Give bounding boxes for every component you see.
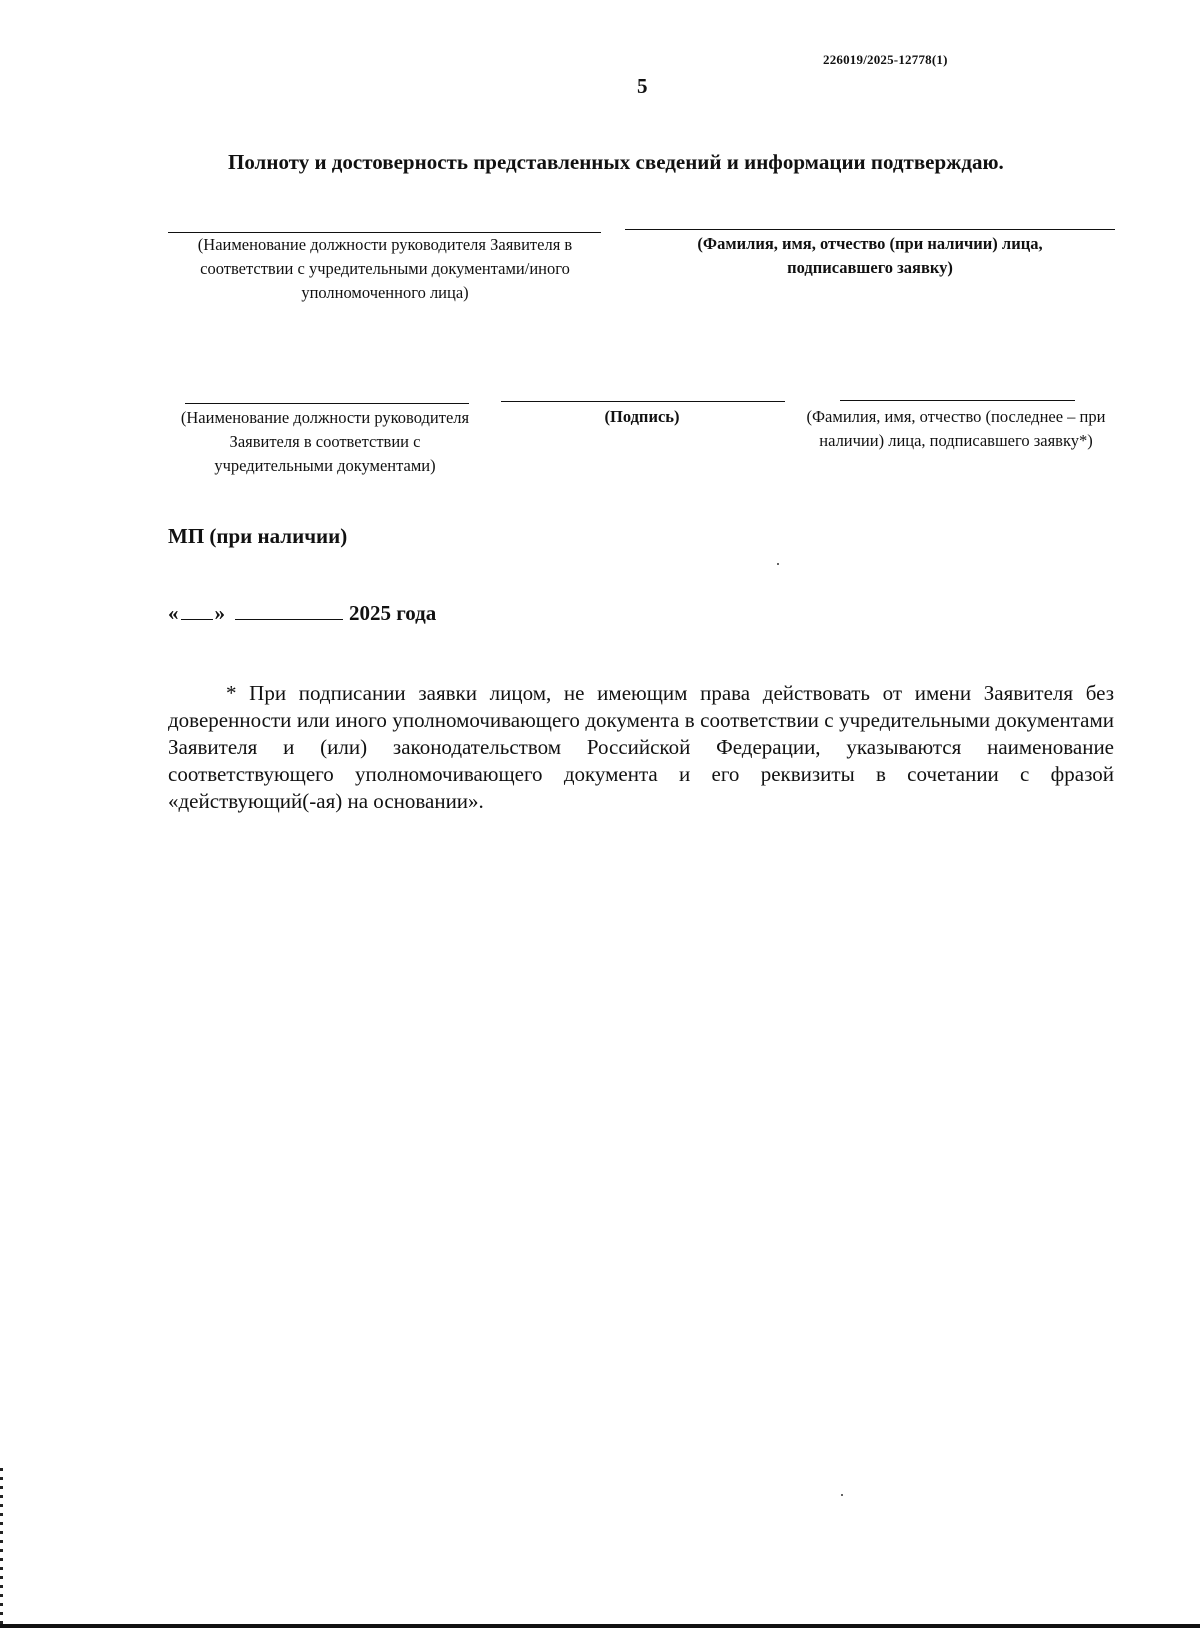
date-open-quote: « xyxy=(168,601,179,625)
scan-speck xyxy=(777,563,779,565)
month-blank xyxy=(235,601,343,620)
date-line xyxy=(168,601,436,626)
document-reference-number: 226019/2025-12778(1) xyxy=(823,52,948,67)
confirmation-statement: Полноту и достоверность представленных сведений и информации подтверждаю. xyxy=(228,150,1004,174)
signature-caption: (Подпись) xyxy=(604,407,680,426)
stamp-label: МП (при наличии) xyxy=(168,524,348,548)
position-signature-line-2 xyxy=(185,403,469,404)
date-close-quote: » xyxy=(214,601,225,625)
day-blank xyxy=(181,601,213,620)
scan-edge-artifact xyxy=(0,1468,3,1628)
name-caption-2: (Фамилия, имя, отчество (последнее – при наличии) лица, подписавшего заявку*) xyxy=(806,407,1106,450)
name-signature-line-2 xyxy=(840,400,1075,401)
signature-line xyxy=(501,401,785,402)
year-text: 2025 года xyxy=(349,601,437,625)
name-signature-line xyxy=(625,229,1115,230)
name-caption: (Фамилия, имя, отчество (при наличии) лица, подписавшего заявку) xyxy=(697,234,1043,277)
position-caption-2: (Наименование должности руководителя Заявителя в соответствии с учредительными документами) xyxy=(180,408,470,475)
footnote-paragraph: * При подписании заявки лицом, не имеющим права действовать от имени Заявителя без доверенности или иного уполномочивающего документа в соответствии с учредительными документами Заявителя и (или) законодательством Российской Федерации, указываются наименование соответствующего уполномочивающего документа и его реквизиты в сочетании с фразой «действующий(-ая) на основании». xyxy=(168,681,1114,813)
scan-bottom-edge xyxy=(0,1624,1200,1628)
page-number: 5 xyxy=(637,74,648,98)
position-caption: (Наименование должности руководителя Заявителя в соответствии с учредительными документами/иного уполномоченного лица) xyxy=(197,235,573,302)
scan-speck xyxy=(841,1494,843,1496)
